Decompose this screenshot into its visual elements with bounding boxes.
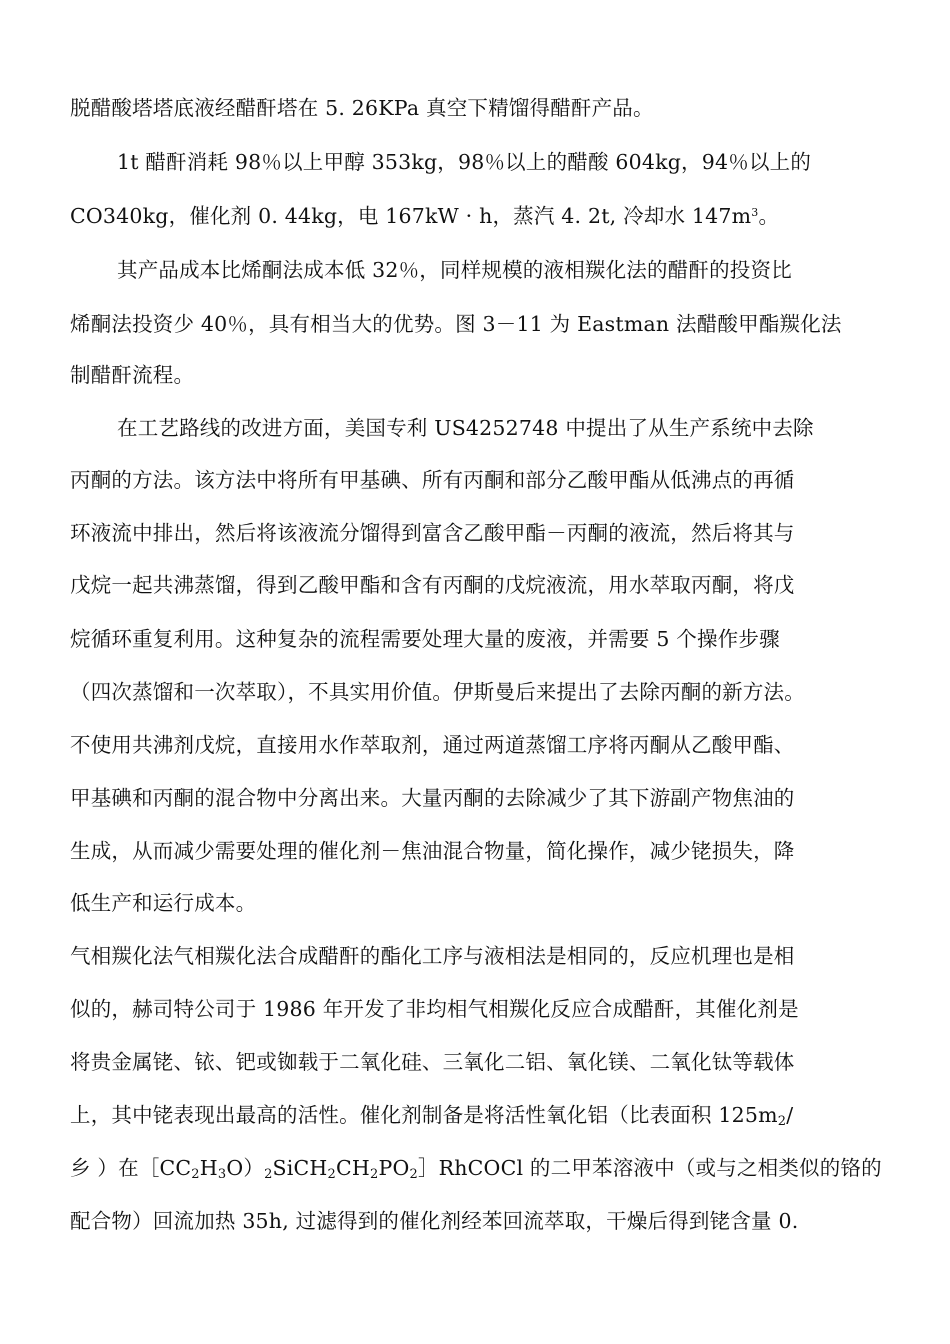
- formula-text: O）: [226, 1156, 265, 1180]
- text-line: 将贵金属铑、铱、钯或铷载于二氧化硅、三氧化二铝、氧化镁、二氧化钛等载体: [70, 1050, 795, 1074]
- text-line: [70, 203, 779, 229]
- text-line: 不使用共沸剂戊烷，直接用水作萃取剂，通过两道蒸馏工序将丙酮从乙酸甲酯、: [70, 733, 795, 757]
- formula-text: SiCH: [272, 1156, 328, 1180]
- text-line: 制醋酐流程。: [70, 363, 195, 387]
- text-line: 烯酮法投资少 40％，具有相当大的优势。图 3－11 为 Eastman 法醋酸甲酯羰化法: [70, 312, 842, 336]
- formula-text: 乡 ）在［CC: [70, 1156, 192, 1180]
- text-line: 环液流中排出，然后将该液流分馏得到富含乙酸甲酯－丙酮的液流，然后将其与: [70, 521, 795, 545]
- formula-line: [70, 1155, 882, 1181]
- subscript: 2: [327, 1167, 336, 1182]
- text-segment: CO340kg，催化剂 0. 44kg，电 167kW · h，蒸汽 4. 2t, 冷却水 147m: [70, 204, 752, 228]
- subscript: 2: [409, 1167, 418, 1182]
- formula-text: H: [199, 1156, 218, 1180]
- text-line: 生成，从而减少需要处理的催化剂－焦油混合物量，简化操作，减少铑损失，降: [70, 839, 795, 863]
- text-line: 低生产和运行成本。: [70, 891, 257, 915]
- text-segment: 上，其中铑表现出最高的活性。催化剂制备是将活性氧化铝（比表面积 125m: [70, 1103, 778, 1127]
- text-line: 丙酮的方法。该方法中将所有甲基碘、所有丙酮和部分乙酸甲酯从低沸点的再循: [70, 468, 795, 492]
- subscript: 2: [264, 1167, 273, 1182]
- text-segment: /: [786, 1103, 794, 1127]
- text-line: 似的，赫司特公司于 1986 年开发了非均相气相羰化反应合成醋酐，其催化剂是: [70, 997, 799, 1021]
- text-line: 气相羰化法气相羰化法合成醋酐的酯化工序与液相法是相同的，反应机理也是相: [70, 944, 795, 968]
- text-line: 脱醋酸塔塔底液经醋酐塔在 5. 26KPa 真空下精馏得醋酐产品。: [70, 96, 654, 120]
- text-line: 在工艺路线的改进方面，美国专利 US4252748 中提出了从生产系统中去除: [117, 416, 814, 440]
- text-line: （四次蒸馏和一次萃取），不具实用价值。伊斯曼后来提出了去除丙酮的新方法。: [70, 680, 805, 704]
- superscript: 3: [751, 206, 759, 219]
- formula-text: ］RhCOCl 的二甲苯溶液中（或与之相类似的铬的: [417, 1156, 882, 1180]
- text-line: 戊烷一起共沸蒸馏，得到乙酸甲酯和含有丙酮的戊烷液流，用水萃取丙酮，将戊: [70, 573, 795, 597]
- subscript: 2: [777, 1114, 787, 1129]
- text-line: 烷循环重复利用。这种复杂的流程需要处理大量的废液，并需要 5 个操作步骤: [70, 627, 780, 651]
- text-line: 其产品成本比烯酮法成本低 32％，同样规模的液相羰化法的醋酐的投资比: [117, 258, 792, 282]
- subscript: 2: [191, 1167, 200, 1182]
- text-line: 甲基碘和丙酮的混合物中分离出来。大量丙酮的去除减少了其下游副产物焦油的: [70, 786, 795, 810]
- formula-text: PO: [378, 1156, 410, 1180]
- subscript: 3: [217, 1167, 227, 1182]
- text-segment: 。: [758, 204, 780, 228]
- subscript: 2: [369, 1167, 379, 1182]
- text-line: 配合物）回流加热 35h, 过滤得到的催化剂经苯回流萃取，干燥后得到铑含量 0.: [70, 1209, 799, 1233]
- text-line: 1t 醋酐消耗 98％以上甲醇 353kg，98％以上的醋酸 604kg，94％以上的: [117, 150, 812, 174]
- formula-text: CH: [336, 1156, 370, 1180]
- text-line: [70, 1102, 793, 1128]
